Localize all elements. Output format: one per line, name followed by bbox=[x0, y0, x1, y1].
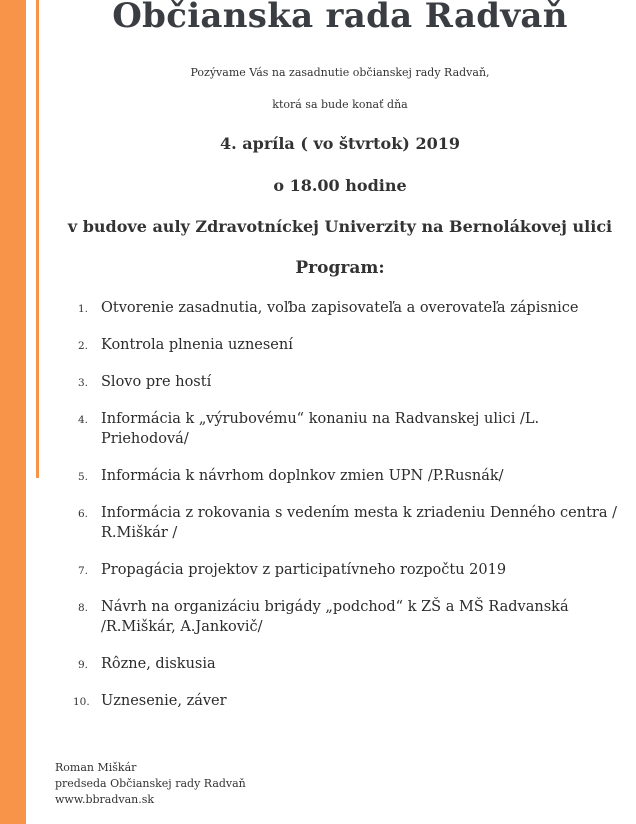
agenda-item-text: Informácia k „výrubovému“ konaniu na Radvanskej ulici /L. Priehodová/ bbox=[101, 411, 540, 447]
agenda-item-number: 3. bbox=[78, 377, 89, 389]
signature-block bbox=[55, 760, 246, 808]
agenda-item bbox=[70, 298, 630, 318]
agenda-item-text: Návrh na organizáciu brigády „podchod“ k ZŠ a MŠ Radvanská /R.Miškár, A.Jankovič/ bbox=[101, 599, 569, 635]
agenda-item-number: 10. bbox=[73, 696, 90, 708]
signature-name: Roman Miškár bbox=[55, 761, 137, 774]
signature-website: www.bbradvan.sk bbox=[55, 793, 155, 806]
agenda-item bbox=[70, 654, 630, 674]
agenda-list bbox=[70, 298, 630, 711]
agenda-item-number: 2. bbox=[78, 340, 89, 352]
agenda-item bbox=[70, 597, 630, 637]
agenda-item bbox=[70, 372, 630, 392]
agenda-item bbox=[70, 560, 630, 580]
agenda-item bbox=[70, 691, 630, 711]
signature-role: predseda Občianskej rady Radvaň bbox=[55, 777, 246, 790]
agenda-item-text: Uznesenie, záver bbox=[101, 693, 227, 709]
agenda-item bbox=[70, 503, 630, 543]
agenda-item-number: 4. bbox=[78, 414, 89, 426]
agenda-item-number: 9. bbox=[78, 659, 89, 671]
invite-line-1: Pozývame Vás na zasadnutie občianskej rady Radvaň, bbox=[190, 66, 490, 79]
agenda-item-number: 6. bbox=[78, 508, 89, 520]
agenda-item-number: 7. bbox=[78, 565, 89, 577]
document-title: Občianska rada Radvaň bbox=[112, 0, 568, 36]
agenda-item bbox=[70, 409, 630, 449]
agenda-item-text: Slovo pre hostí bbox=[101, 374, 212, 390]
agenda-item bbox=[70, 335, 630, 355]
agenda-item-text: Kontrola plnenia uznesení bbox=[101, 337, 293, 353]
agenda-item-text: Otvorenie zasadnutia, voľba zapisovateľa a overovateľa zápisnice bbox=[101, 300, 579, 316]
agenda-item-number: 5. bbox=[78, 471, 89, 483]
agenda-item bbox=[70, 466, 630, 486]
agenda-item-number: 8. bbox=[78, 602, 89, 614]
agenda-item-number: 1. bbox=[78, 303, 89, 315]
agenda-item-text: Rôzne, diskusia bbox=[101, 656, 216, 672]
meeting-time: o 18.00 hodine bbox=[273, 176, 407, 195]
meeting-venue: v budove auly Zdravotníckej Univerzity na Bernolákovej ulici bbox=[67, 217, 613, 236]
meeting-date: 4. apríla ( vo štvrtok) 2019 bbox=[220, 134, 460, 153]
agenda-item-text: Informácia k návrhom doplnkov zmien UPN /P.Rusnák/ bbox=[101, 468, 504, 484]
accent-bar bbox=[0, 0, 26, 824]
agenda-item-text: Informácia z rokovania s vedením mesta k zriadeniu Denného centra / R.Miškár / bbox=[101, 505, 617, 541]
invite-line-2: ktorá sa bude konať dňa bbox=[272, 98, 408, 111]
program-heading: Program: bbox=[295, 258, 385, 278]
agenda-item-text: Propagácia projektov z participatívneho rozpočtu 2019 bbox=[101, 562, 507, 578]
